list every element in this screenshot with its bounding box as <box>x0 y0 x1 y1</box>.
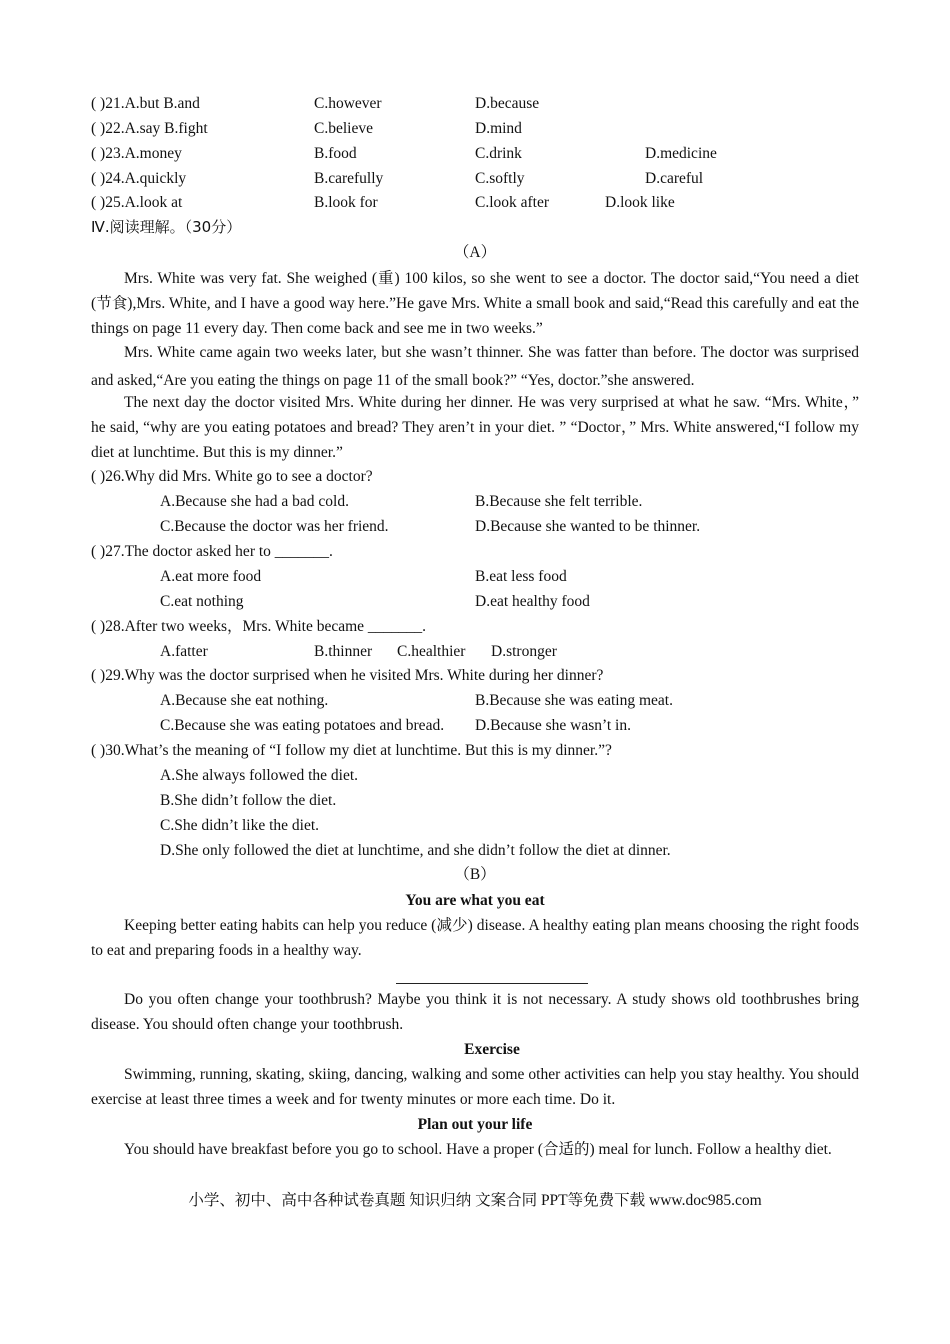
passage-a-paragraph-1: Mrs. White was very fat. She weighed (重) 100 kilos, so she went to see a doctor. The doctor said,“You need a diet (节食),Mrs. White, and I have a good way here.”He gave Mrs. White a small book and said,“Read this carefully and eat the things on page 11 every day. Then come back and see me in two weeks.” <box>91 270 859 337</box>
q26-option-a: A.Because she had a bad cold. <box>160 493 349 510</box>
passage-b-paragraph-2: Do you often change your toothbrush? Maybe you think it is not necessary. A study shows old toothbrushes bring disease. You should often change your toothbrush. <box>91 991 859 1033</box>
passage-a-label: （A） <box>453 244 497 261</box>
q26-option-c: C.Because the doctor was her friend. <box>160 518 389 535</box>
cloze-23-c: C.drink <box>475 145 522 162</box>
q30-option-a: A.She always followed the diet. <box>160 767 359 784</box>
section-title: Ⅳ.阅读理解。（30分） <box>91 218 242 236</box>
q26-option-d: D.Because she wanted to be thinner. <box>475 518 701 535</box>
cloze-22-d: D.mind <box>475 120 522 137</box>
passage-b-paragraph-3: Swimming, running, skating, skiing, dancing, walking and some other activities can help you stay healthy. You should exercise at least three times a week and for twenty minutes or more each time. Do it. <box>91 1066 859 1108</box>
cloze-23-d: D.medicine <box>645 145 717 162</box>
q29-stem: ( )29.Why was the doctor surprised when he visited Mrs. White during her dinner? <box>91 667 604 684</box>
q29-option-d: D.Because she wasn’t in. <box>475 717 631 734</box>
blank-heading-line <box>396 983 588 984</box>
q28-option-c: C.healthier <box>397 643 466 660</box>
q29-option-b: B.Because she was eating meat. <box>475 692 673 709</box>
cloze-23-b: B.food <box>314 145 357 162</box>
cloze-25-c: C.look after <box>475 194 550 211</box>
cloze-24-c: C.softly <box>475 170 525 187</box>
cloze-25-a: ( )25.A.look at <box>91 194 183 211</box>
cloze-21-d: D.because <box>475 95 540 112</box>
cloze-22-c: C.believe <box>314 120 373 137</box>
q27-option-a: A.eat more food <box>160 568 262 585</box>
q27-option-d: D.eat healthy food <box>475 593 590 610</box>
passage-b-paragraph-1: Keeping better eating habits can help you reduce (减少) disease. A healthy eating plan means choosing the right foods to eat and preparing foods in a healthy way. <box>91 917 859 959</box>
cloze-24-b: B.carefully <box>314 170 384 187</box>
q27-option-c: C.eat nothing <box>160 593 244 610</box>
q27-stem: ( )27.The doctor asked her to _______. <box>91 543 333 560</box>
cloze-23-a: ( )23.A.money <box>91 145 182 162</box>
passage-a-paragraph-3: The next day the doctor visited Mrs. White during her dinner. He was very surprised at what he saw. “Mrs. White，” he said, “why are you eating potatoes and bread? They aren’t in your diet. ” “Doctor，” Mrs. White answered,“I follow my diet at lunchtime. But this is my dinner.” <box>91 394 859 461</box>
passage-b-title: You are what you eat <box>405 892 545 909</box>
cloze-21-ab: ( )21.A.but B.and <box>91 95 200 112</box>
q29-option-c: C.Because she was eating potatoes and bread. <box>160 717 445 734</box>
passage-b-paragraph-4: You should have breakfast before you go to school. Have a proper (合适的) meal for lunch. Follow a healthy diet. <box>124 1141 832 1158</box>
cloze-21-c: C.however <box>314 95 382 112</box>
passage-b-label: （B） <box>454 866 496 883</box>
q30-stem: ( )30.What’s the meaning of “I follow my diet at lunchtime. But this is my dinner.”? <box>91 742 612 759</box>
page-footer: 小学、初中、高中各种试卷真题 知识归纳 文案合同 PPT等免费下载 www.doc985.com <box>188 1192 762 1209</box>
cloze-24-d: D.careful <box>645 170 704 187</box>
q30-option-d: D.She only followed the diet at lunchtime, and she didn’t follow the diet at dinner. <box>160 842 671 859</box>
heading-exercise: Exercise <box>464 1041 520 1058</box>
q27-option-b: B.eat less food <box>475 568 567 585</box>
q28-option-d: D.stronger <box>491 643 557 660</box>
heading-plan-out-your-life: Plan out your life <box>417 1116 533 1133</box>
q26-option-b: B.Because she felt terrible. <box>475 493 643 510</box>
cloze-25-d: D.look like <box>605 194 675 211</box>
cloze-25-b: B.look for <box>314 194 378 211</box>
cloze-24-a: ( )24.A.quickly <box>91 170 187 187</box>
q29-option-a: A.Because she eat nothing. <box>160 692 329 709</box>
q30-option-c: C.She didn’t like the diet. <box>160 817 320 834</box>
q28-stem: ( )28.After two weeks，Mrs. White became _______. <box>91 618 427 635</box>
q28-option-a: A.fatter <box>160 643 208 660</box>
q26-stem: ( )26.Why did Mrs. White go to see a doctor? <box>91 468 373 485</box>
q30-option-b: B.She didn’t follow the diet. <box>160 792 337 809</box>
cloze-22-ab: ( )22.A.say B.fight <box>91 120 208 137</box>
passage-a-paragraph-2: Mrs. White came again two weeks later, but she wasn’t thinner. She was fatter than before. The doctor was surprised and asked,“Are you eating the things on page 11 of the small book?” “Yes, doctor.”she answered. <box>91 344 859 389</box>
q28-option-b: B.thinner <box>314 643 373 660</box>
